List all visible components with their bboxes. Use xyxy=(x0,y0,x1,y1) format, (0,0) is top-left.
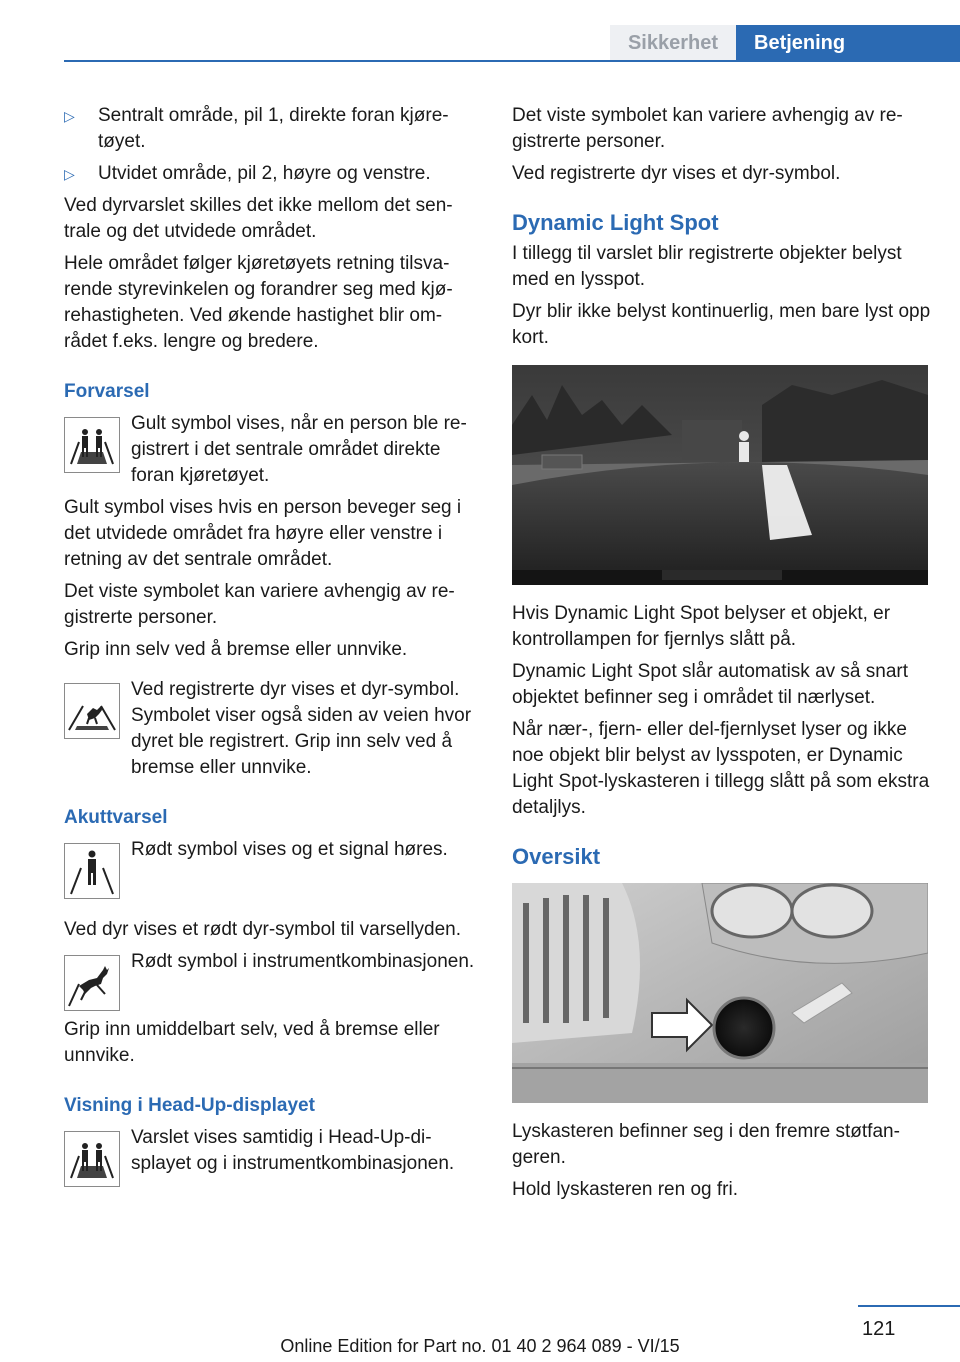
page-number: 121 xyxy=(862,1318,896,1340)
paragraph: Hele området følger kjøretøyets retning tilsvarende styrevinkelen og forandrer seg med kjørehastigheten. Ved økende hastighet blir området f.eks. lengre og bredere. xyxy=(64,253,453,352)
bullet-item xyxy=(64,161,478,187)
bullet-item xyxy=(64,103,478,155)
heading-oversikt: Oversikt xyxy=(512,844,601,869)
paragraph: Gult symbol vises hvis en person beveger seg i det utvidede området fra høyre eller venstre i retning av det sentrale området. xyxy=(64,497,462,570)
tab-sikkerhet[interactable]: Sikkerhet xyxy=(610,25,736,62)
bullet-text: Sentralt område, pil 1, direkte foran kjøretøyet. xyxy=(98,105,449,152)
icon-row xyxy=(64,677,478,781)
heading-akuttvarsel: Akuttvarsel xyxy=(64,807,168,828)
paragraph: Hvis Dynamic Light Spot belyser et objekt, er kontrollampen for fjernlys slått på. xyxy=(512,603,891,650)
icon-description: Ved registrerte dyr vises et dyr-symbol. Symbolet viser også siden av veien hvor dyret ble registrert. Grip inn selv ved å bremse eller unnvike. xyxy=(131,679,472,778)
pedestrian-warning-icon xyxy=(64,1131,120,1187)
icon-row xyxy=(64,837,478,899)
paragraph: Dyr blir ikke belyst kontinuerlig, men bare lyst opp kort. xyxy=(512,301,931,348)
header-rule xyxy=(64,60,960,62)
paragraph: Ved dyrvarslet skilles det ikke mellom det sentrale og det utvidede området. xyxy=(64,195,453,242)
icon-description: Varslet vises samtidig i Head-Up-displayet og i instrumentkombinasjonen. xyxy=(131,1127,455,1174)
night-road-photo xyxy=(512,365,928,585)
tab-betjening[interactable]: Betjening xyxy=(736,25,960,62)
paragraph: Ved dyr vises et rødt dyr-symbol til varsellyden. xyxy=(64,919,462,940)
paragraph: Når nær-, fjern- eller del-fjernlyset lyser og ikke noe objekt blir belyst av lysspoten, er Dynamic Light Spot-lyskasteren i tillegg slått på som ekstra detaljlys. xyxy=(512,719,930,818)
deer-alert-icon xyxy=(64,955,120,1011)
heading-hud: Visning i Head-Up-displayet xyxy=(64,1095,315,1116)
pedestrian-alert-icon xyxy=(64,843,120,899)
heading-dynamic-light-spot: Dynamic Light Spot xyxy=(512,210,719,235)
paragraph: Lyskasteren befinner seg i den fremre støtfangeren. xyxy=(512,1121,900,1168)
triangle-bullet-icon: ▷ xyxy=(64,108,75,124)
paragraph: Det viste symbolet kan variere avhengig av registrerte personer. xyxy=(512,105,903,152)
icon-row xyxy=(64,411,478,489)
bumper-spotlight-photo xyxy=(512,883,928,1103)
left-column xyxy=(64,103,478,1193)
paragraph: Hold lyskasteren ren og fri. xyxy=(512,1179,738,1200)
triangle-bullet-icon: ▷ xyxy=(64,166,75,182)
footer-edition: Online Edition for Part no. 01 40 2 964 089 - VI/15 xyxy=(280,1336,680,1356)
bullet-text: Utvidet område, pil 2, høyre og venstre. xyxy=(98,163,431,184)
animal-warning-icon xyxy=(64,683,120,739)
paragraph: Dynamic Light Spot slår automatisk av så snart objektet befinner seg i området til nærlyset. xyxy=(512,661,909,708)
paragraph: Grip inn selv ved å bremse eller unnvike. xyxy=(64,639,408,660)
icon-description: Rødt symbol i instrumentkombinasjonen. xyxy=(131,951,475,972)
pedestrian-warning-icon xyxy=(64,417,120,473)
page-number-rule xyxy=(858,1305,960,1307)
icon-description: Gult symbol vises, når en person ble registrert i det sentrale området direkte foran kjøretøyet. xyxy=(131,413,467,486)
heading-forvarsel: Forvarsel xyxy=(64,381,150,402)
paragraph: Ved registrerte dyr vises et dyr-symbol. xyxy=(512,163,841,184)
paragraph: Grip inn umiddelbart selv, ved å bremse eller unnvike. xyxy=(64,1019,440,1066)
icon-row xyxy=(64,949,478,1011)
icon-description: Rødt symbol vises og et signal høres. xyxy=(131,839,448,860)
icon-row xyxy=(64,1125,478,1187)
paragraph: Det viste symbolet kan variere avhengig av registrerte personer. xyxy=(64,581,455,628)
paragraph: I tillegg til varslet blir registrerte objekter belyst med en lysspot. xyxy=(512,243,902,290)
right-column xyxy=(512,103,932,1209)
